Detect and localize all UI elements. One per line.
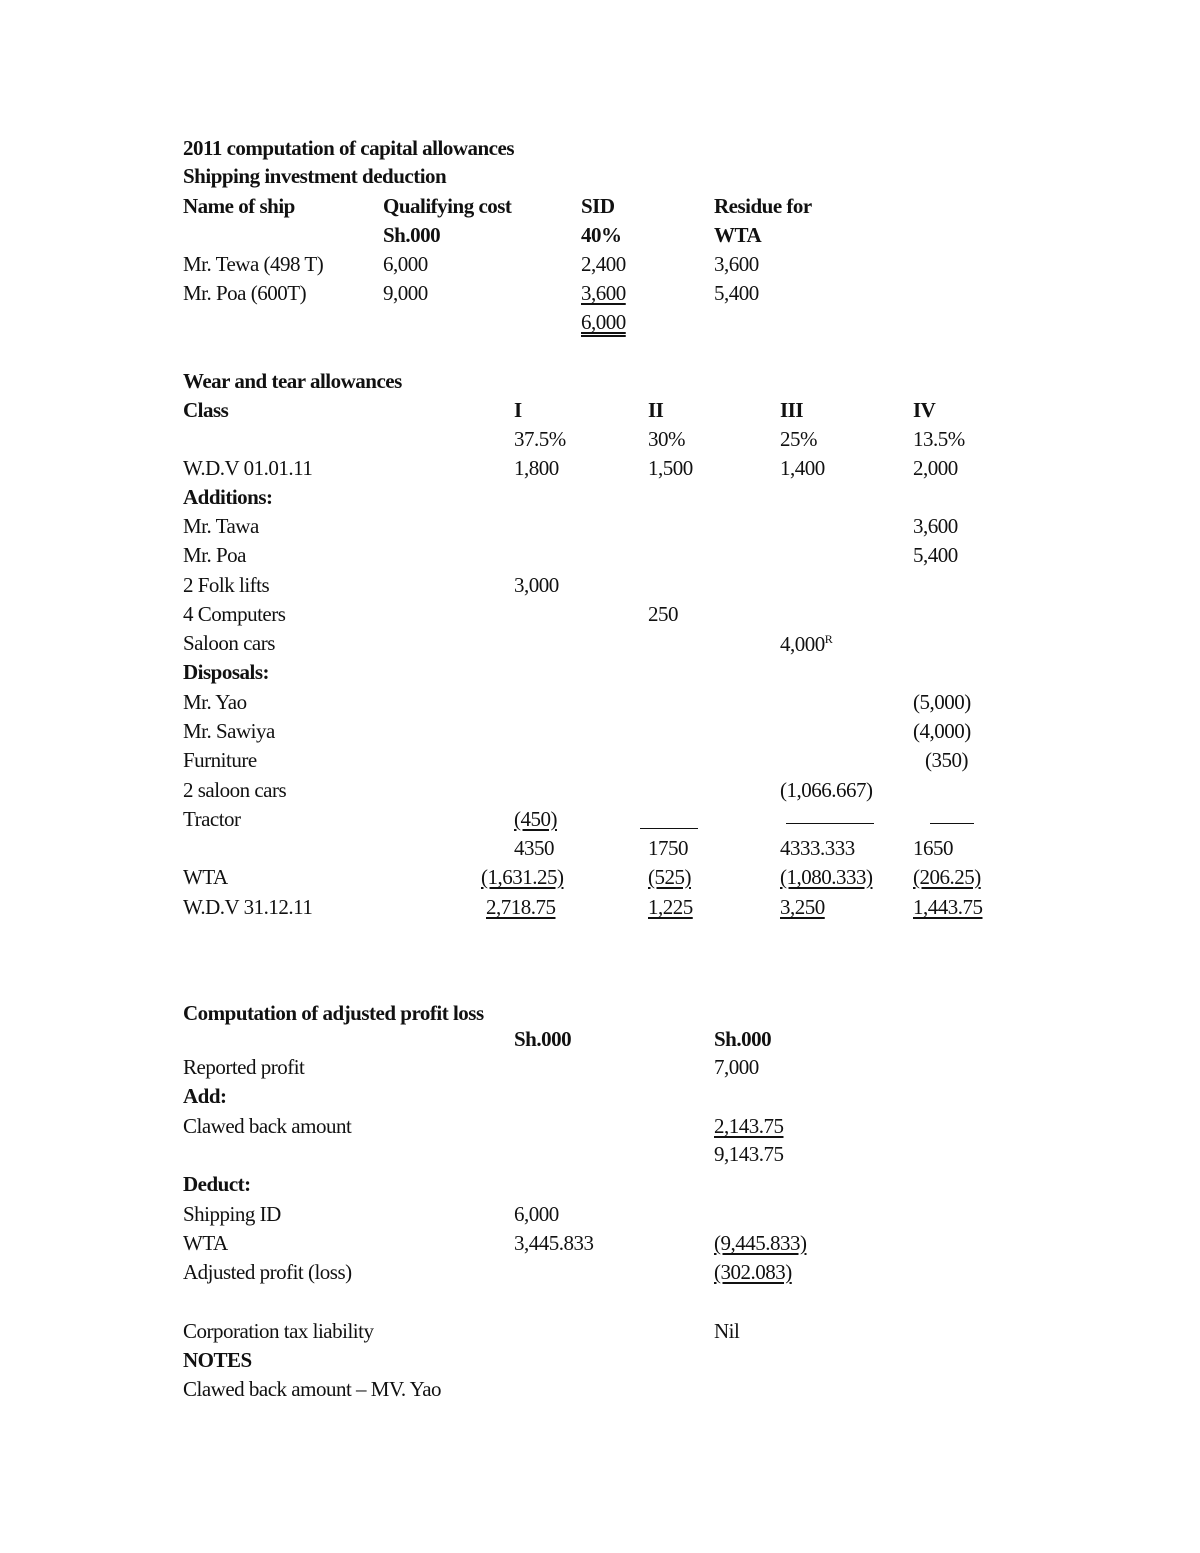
sid-subheader-sid: 40% xyxy=(581,223,622,247)
wta-row-value: (1,631.25) xyxy=(481,865,564,889)
wdv-open-value: 1,800 xyxy=(514,456,559,480)
wta-class-i: I xyxy=(514,398,522,422)
reported-profit-value: 7,000 xyxy=(714,1055,759,1079)
sid-header-residue: Residue for xyxy=(714,194,812,218)
addition-value: 3,600 xyxy=(913,514,958,538)
disposals-label: Disposals: xyxy=(183,660,270,684)
profit-col-header: Sh.000 xyxy=(714,1027,772,1051)
wdv-close-value: 3,250 xyxy=(780,895,825,919)
profit-sum-value: 9,143.75 xyxy=(714,1142,784,1166)
subtotal-rule xyxy=(640,828,698,829)
subtotal-value: 4350 xyxy=(514,836,554,860)
addition-value: 3,000 xyxy=(514,573,559,597)
disposal-label: 2 saloon cars xyxy=(183,778,287,802)
sid-row-residue: 3,600 xyxy=(714,252,759,276)
subtotal-value: 1650 xyxy=(913,836,953,860)
wdv-open-value: 2,000 xyxy=(913,456,958,480)
wta-row-label: WTA xyxy=(183,865,228,889)
note-item: Clawed back amount – MV. Yao xyxy=(183,1377,442,1401)
shipping-id-value: 6,000 xyxy=(514,1202,559,1226)
disposal-value: (1,066.667) xyxy=(780,778,873,802)
clawed-back-label: Clawed back amount xyxy=(183,1114,352,1138)
wta-rate: 37.5% xyxy=(514,427,566,451)
sid-header-cost: Qualifying cost xyxy=(383,194,512,218)
deduct-label: Deduct: xyxy=(183,1172,251,1196)
sid-row-name: Mr. Poa (600T) xyxy=(183,281,307,305)
deduct-total-value: (9,445.833) xyxy=(714,1231,807,1255)
add-label: Add: xyxy=(183,1084,227,1108)
subtotal-rule xyxy=(786,823,874,824)
addition-label: 4 Computers xyxy=(183,602,286,626)
wta-row-value: (206.25) xyxy=(913,865,981,889)
wdv-open-value: 1,400 xyxy=(780,456,825,480)
sid-row-sid: 2,400 xyxy=(581,252,626,276)
sid-row-name: Mr. Tewa (498 T) xyxy=(183,252,324,276)
notes-heading: NOTES xyxy=(183,1348,252,1372)
wta-rate: 30% xyxy=(648,427,685,451)
wta-rate: 13.5% xyxy=(913,427,965,451)
clawed-back-value: 2,143.75 xyxy=(714,1114,784,1138)
wdv-close-value: 2,718.75 xyxy=(486,895,556,919)
subtotal-value: 4333.333 xyxy=(780,836,855,860)
sid-header-sid: SID xyxy=(581,194,615,218)
disposal-value: (450) xyxy=(514,807,557,831)
wdv-open-value: 1,500 xyxy=(648,456,693,480)
wta-deduct-value: 3,445.833 xyxy=(514,1231,594,1255)
wta-heading: Wear and tear allowances xyxy=(183,369,402,393)
disposal-value: (4,000) xyxy=(913,719,971,743)
wta-deduct-label: WTA xyxy=(183,1231,228,1255)
wta-class-iii: III xyxy=(780,398,804,422)
wta-class-iv: IV xyxy=(913,398,936,422)
profit-col-header: Sh.000 xyxy=(514,1027,572,1051)
sid-row-cost: 6,000 xyxy=(383,252,428,276)
addition-label: Mr. Poa xyxy=(183,543,247,567)
subtotal-rule xyxy=(930,823,974,824)
disposal-label: Mr. Yao xyxy=(183,690,247,714)
disposal-value: (350) xyxy=(925,748,968,772)
wta-class-label: Class xyxy=(183,398,229,422)
wdv-close-value: 1,225 xyxy=(648,895,693,919)
wdv-open-label: W.D.V 01.01.11 xyxy=(183,456,313,480)
sid-total: 6,000 xyxy=(581,310,626,334)
profit-heading: Computation of adjusted profit loss xyxy=(183,1001,484,1025)
adjusted-profit-value: (302.083) xyxy=(714,1260,792,1284)
sid-subheader-residue: WTA xyxy=(714,223,762,247)
adjusted-profit-label: Adjusted profit (loss) xyxy=(183,1260,352,1284)
addition-value: $4,000^R$ xyxy=(780,632,833,656)
reported-profit-label: Reported profit xyxy=(183,1055,305,1079)
addition-label: Saloon cars xyxy=(183,631,275,655)
addition-value: 5,400 xyxy=(913,543,958,567)
footnote-mark: R xyxy=(824,632,833,646)
sid-row-residue: 5,400 xyxy=(714,281,759,305)
subtotal-value: 1750 xyxy=(648,836,688,860)
disposal-label: Furniture xyxy=(183,748,257,772)
page-title: 2011 computation of capital allowances xyxy=(183,136,514,160)
shipping-id-label: Shipping ID xyxy=(183,1202,281,1226)
sid-row-cost: 9,000 xyxy=(383,281,428,305)
tax-liability-value: Nil xyxy=(714,1319,740,1343)
sid-header-name: Name of ship xyxy=(183,194,295,218)
disposal-value: (5,000) xyxy=(913,690,971,714)
sid-heading: Shipping investment deduction xyxy=(183,164,447,188)
wdv-close-label: W.D.V 31.12.11 xyxy=(183,895,313,919)
wdv-close-value: 1,443.75 xyxy=(913,895,983,919)
wta-row-value: (1,080.333) xyxy=(780,865,873,889)
addition-label: Mr. Tawa xyxy=(183,514,259,538)
additions-label: Additions: xyxy=(183,485,273,509)
disposal-label: Tractor xyxy=(183,807,241,831)
addition-value: 250 xyxy=(648,602,678,626)
wta-row-value: (525) xyxy=(648,865,691,889)
disposal-label: Mr. Sawiya xyxy=(183,719,275,743)
sid-subheader-cost: Sh.000 xyxy=(383,223,441,247)
wta-rate: 25% xyxy=(780,427,817,451)
tax-liability-label: Corporation tax liability xyxy=(183,1319,374,1343)
wta-class-ii: II xyxy=(648,398,664,422)
addition-label: 2 Folk lifts xyxy=(183,573,270,597)
sid-row-sid: 3,600 xyxy=(581,281,626,305)
